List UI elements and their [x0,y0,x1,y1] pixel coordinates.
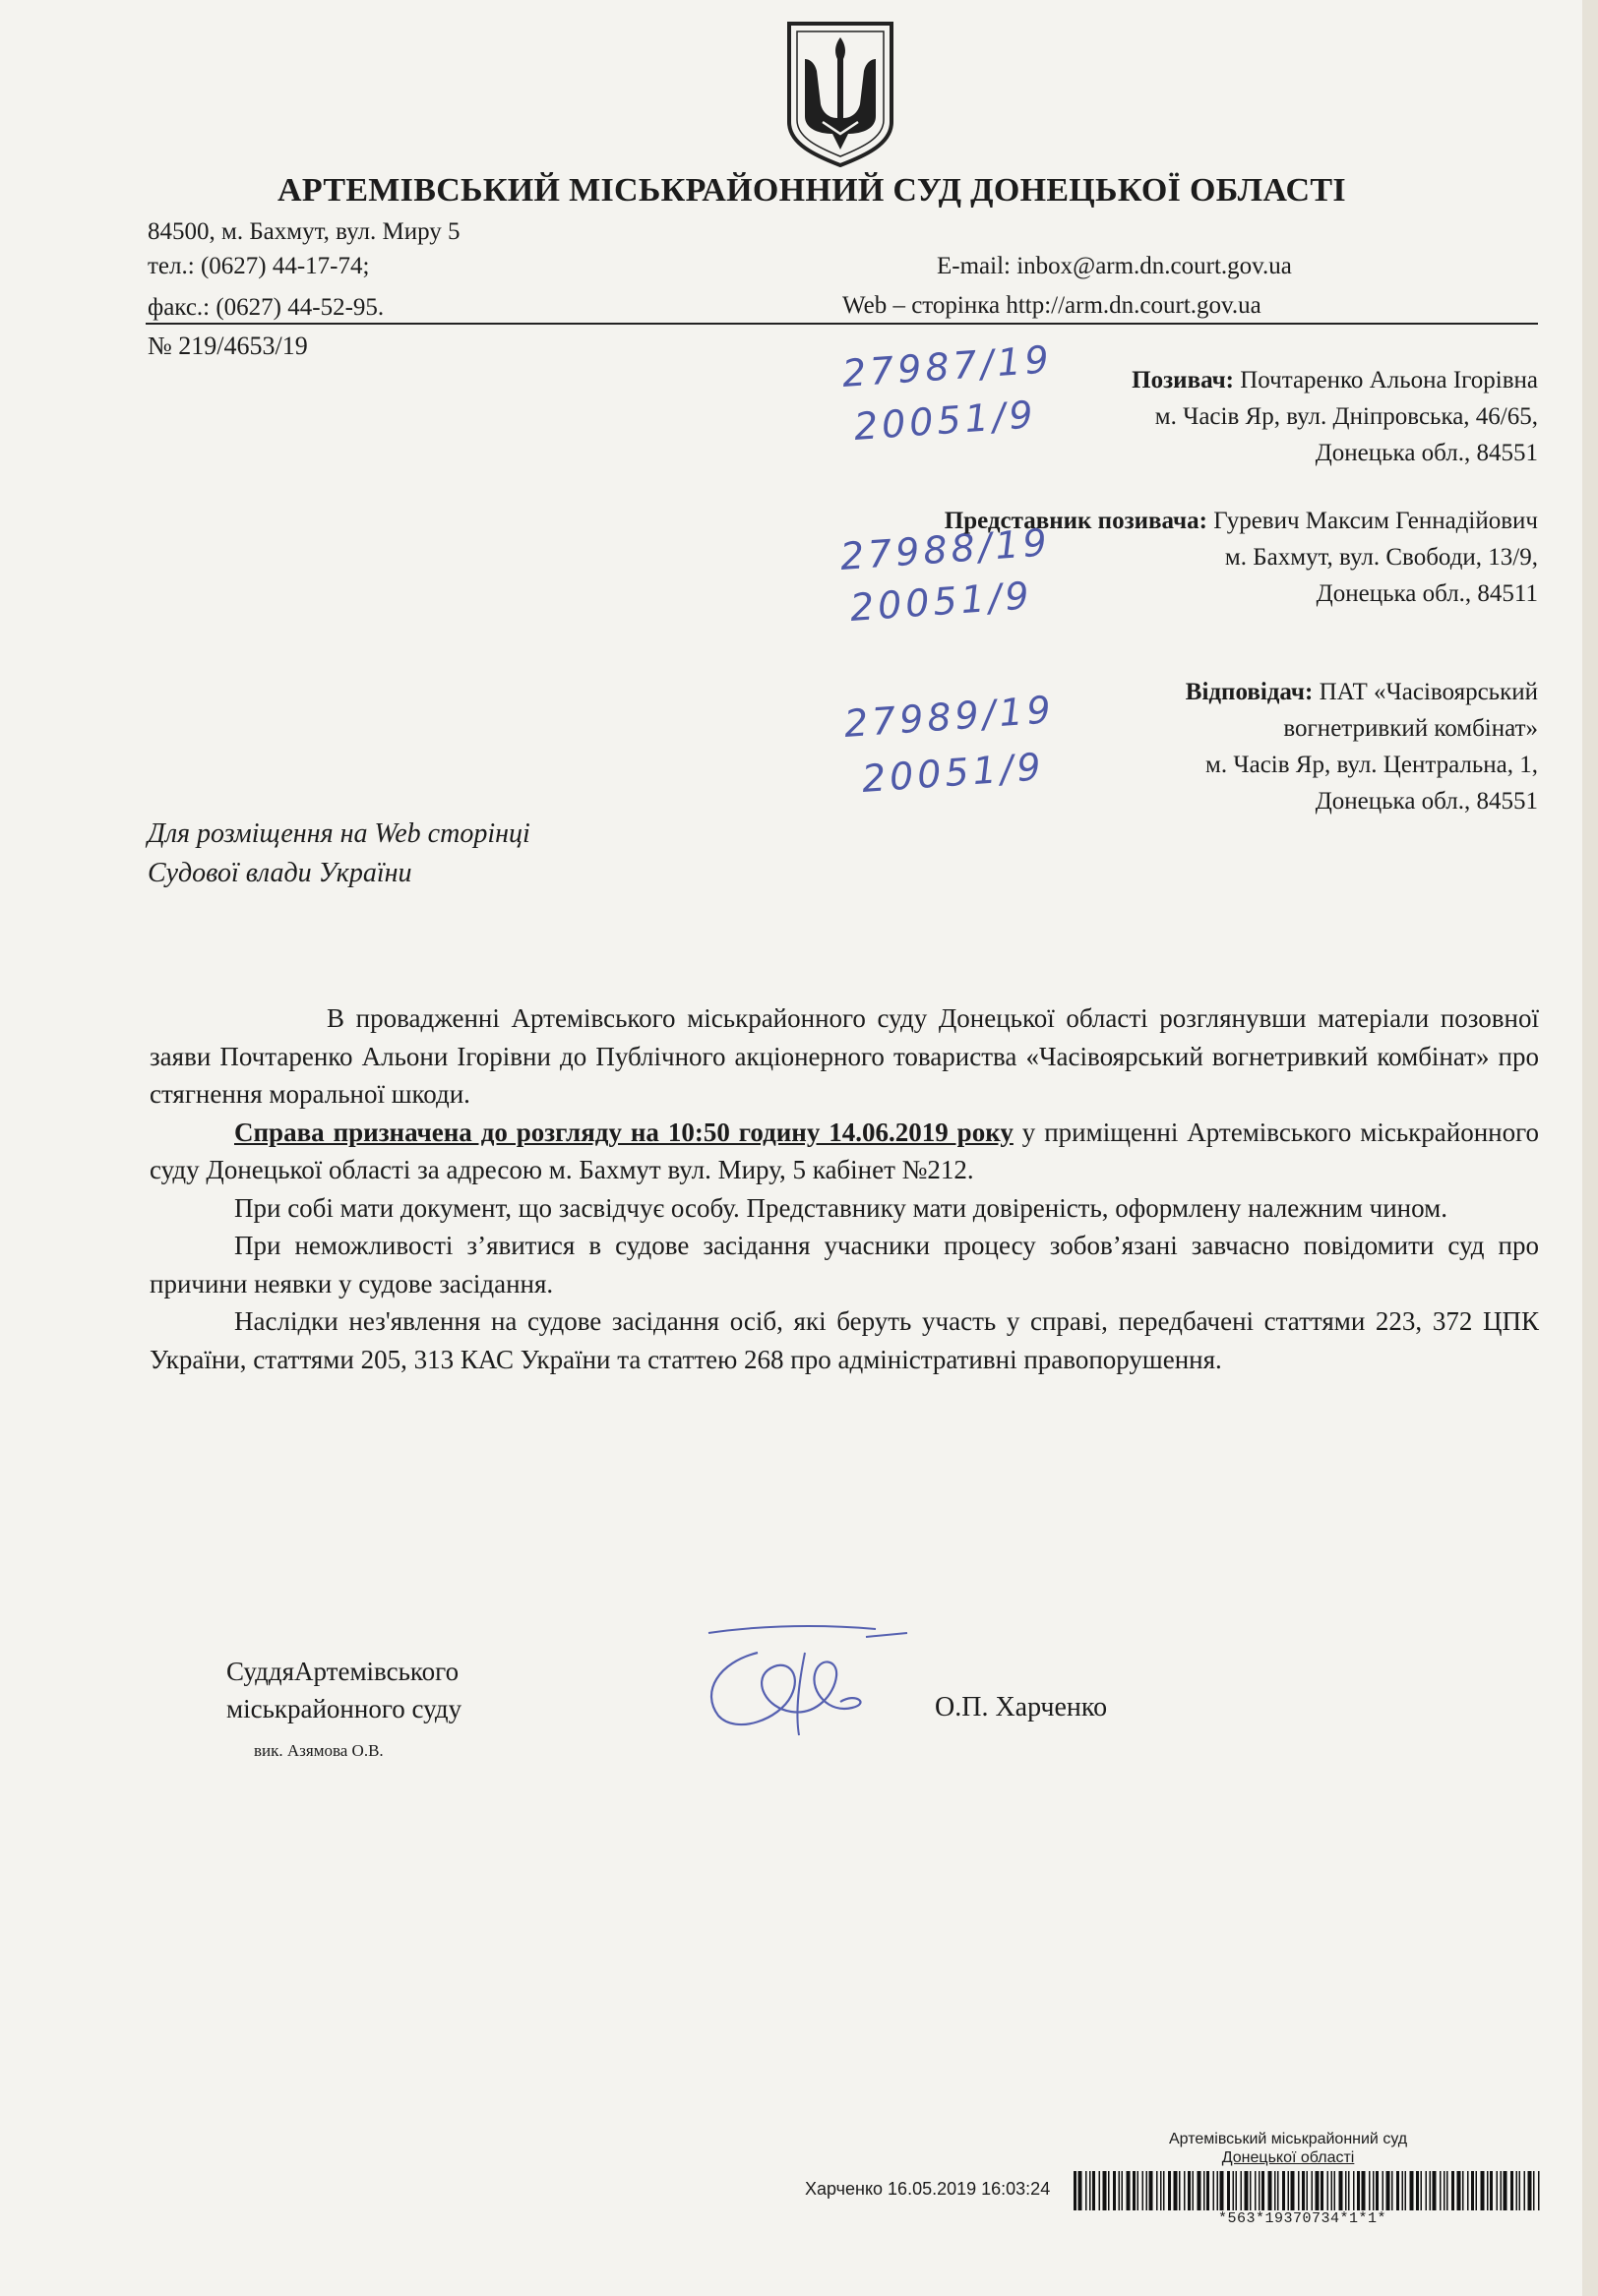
defendant-label: Відповідач: [1185,679,1314,705]
judge-name: О.П. Харченко [935,1692,1108,1722]
body-paragraph-hearing [150,1114,1539,1189]
stamp-court-line: Артемівський міськрайонний суд [1169,2131,1408,2147]
plaintiff-region: Донецька обл., 84551 [1315,440,1538,466]
executor-name: вик. Азямова О.В. [254,1741,384,1760]
stamp-court-line: Донецької області [1221,2149,1355,2166]
body-paragraph: В провадженні Артемівського міськрайонного суду Донецької області розглянувши матеріали позовної заяви Почтаренко Альони Ігорівни до Публічного акціонерного товариства «Часівоярський вогнетривкий комбінат» про стягнення моральної шкоди. [150,1003,1539,1109]
defendant-region: Донецька обл., 84551 [1315,788,1538,815]
court-website: Web – сторінка http://arm.dn.court.gov.ua [842,292,1261,319]
header-divider [146,323,1538,325]
representative-label: Представник позивача: [944,508,1207,534]
summons-body [150,999,1539,1378]
defendant-name: ПАТ «Часівоярський [1319,679,1538,705]
plaintiff-address: м. Часів Яр, вул. Дніпровська, 46/65, [1154,403,1538,430]
representative-name: Гуревич Максим Геннадійович [1213,508,1538,534]
coat-of-arms-of-ukraine-icon [783,20,897,167]
handwritten-reg-number: 27988/19 [838,520,1053,578]
judge-title-line: СуддяАртемівського [226,1657,460,1686]
representative-region: Донецька обл., 84511 [1316,580,1538,607]
court-address: 84500, м. Бахмут, вул. Миру 5 [148,218,461,245]
case-number: № 219/4653/19 [148,332,308,360]
hearing-location: у приміщенні Артемівського міськрайонного суду Донецької області за адресою м. Бахмут вул. Миру, 5 кабінет №212. [150,1117,1539,1184]
representative-address: м. Бахмут, вул. Свободи, 13/9, [1224,544,1538,571]
court-phone: тел.: (0627) 44-17-74; [148,253,370,279]
hearing-date: Справа призначена до розгляду на 10:50 годину 14.06.2019 року [234,1117,1014,1147]
web-note-line: Для розміщення на Web сторінці [148,818,530,849]
handwritten-signature-icon [689,1613,945,1741]
handwritten-reg-number: 27989/19 [842,688,1057,746]
judge-title-line: міськрайонного суду [226,1694,462,1723]
body-paragraph: При собі мати документ, що засвідчує особу. Представнику мати довіреність, оформлену належним чином. [234,1192,1447,1223]
handwritten-reg-number: 20051/9 [860,745,1046,801]
handwritten-reg-number: 20051/9 [852,393,1038,449]
defendant-address: м. Часів Яр, вул. Центральна, 1, [1205,752,1538,778]
electronic-stamp-court [1169,2130,1407,2167]
body-paragraph: При неможливості з’явитися в судове засідання учасники процесу зобов’язані завчасно повідомити суд про причини неявки у судове засідання. [150,1231,1539,1299]
plaintiff-label: Позивач: [1132,367,1234,393]
web-publication-note [148,815,530,893]
handwritten-reg-number: 27987/19 [840,337,1055,395]
barcode-code: *563*19370734*1*1* [1218,2210,1387,2227]
scan-edge [1582,0,1598,2296]
body-paragraph: Наслідки нез'явлення на судове засідання осіб, які беруть участь у справі, передбачені статтями 223, 372 ЦПК України, статтями 205, 313 КАС України та статтею 268 про адміністративні правопорушення. [150,1306,1539,1374]
electronic-signature-text: Харченко 16.05.2019 16:03:24 [805,2179,1051,2199]
court-email: E-mail: inbox@arm.dn.court.gov.ua [937,253,1292,279]
defendant-block [1186,674,1538,819]
court-fax: факс.: (0627) 44-52-95. [148,294,385,321]
representative-block [945,503,1538,612]
barcode-icon [1072,2169,1546,2212]
plaintiff-name: Почтаренко Альона Ігорівна [1240,367,1538,393]
handwritten-reg-number: 20051/9 [848,574,1034,630]
court-name: АРТЕМІВСЬКИЙ МІСЬКРАЙОННИЙ СУД ДОНЕЦЬКОЇ ОБЛАСТІ [277,172,1346,209]
judge-title [226,1653,461,1727]
plaintiff-block [1132,362,1538,471]
defendant-name-cont: вогнетривкий комбінат» [1283,715,1538,742]
web-note-line: Судової влади України [148,858,412,888]
